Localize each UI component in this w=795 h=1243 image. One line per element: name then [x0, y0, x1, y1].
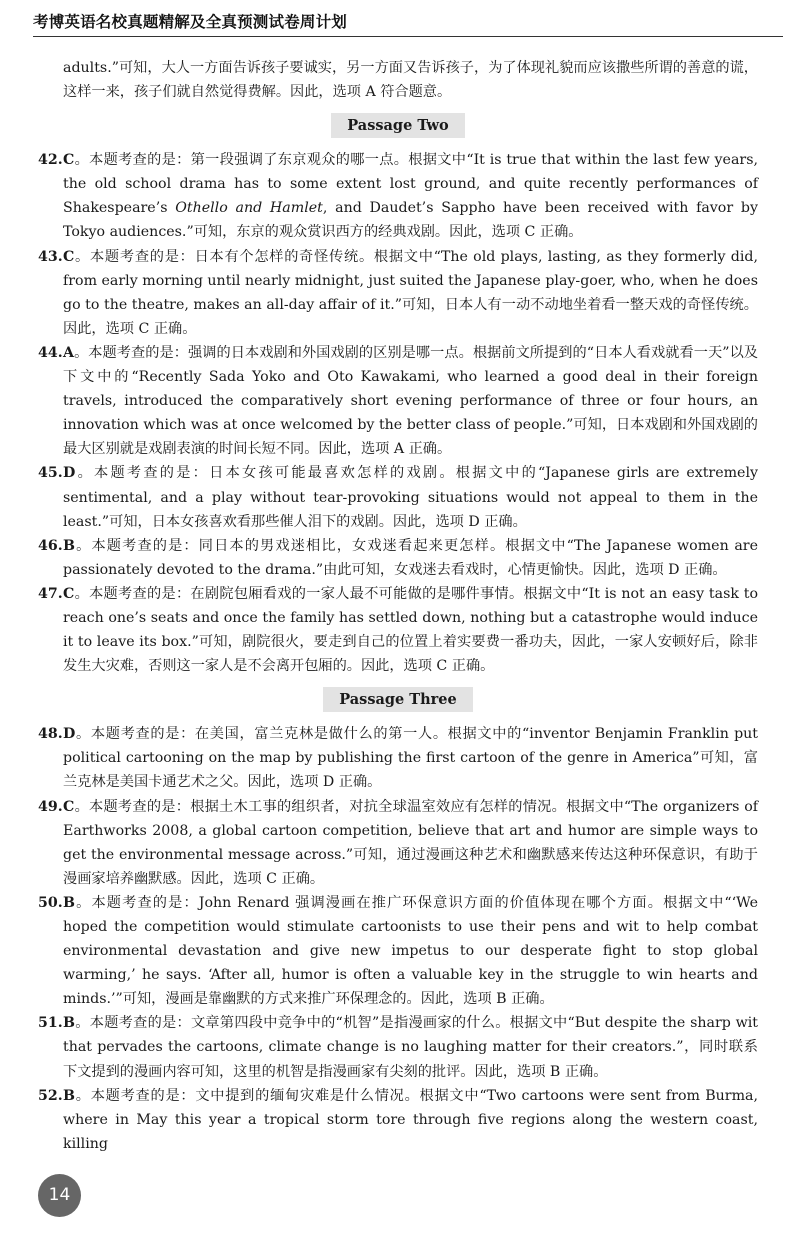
answer-letter: A — [63, 344, 75, 361]
answer-item-49 — [38, 795, 758, 891]
item-number: 48. — [38, 726, 63, 743]
item-number: 43. — [38, 248, 63, 265]
explanation-text: 。本题考查的是：第一段强调了东京观众的哪一点。根据文中“It is true that within the last few years, the old school drama has to some extent lost ground, and quite recently performances of Shakespeare’s — [63, 152, 758, 217]
item-number: 45. — [38, 465, 63, 482]
answer-letter: C — [63, 152, 75, 169]
answer-letter: C — [63, 798, 75, 815]
item-number: 49. — [38, 798, 63, 815]
explanation-text: 。本题考查的是：文中提到的缅甸灾难是什么情况。根据文中“Two cartoons were sent from Burma, where in May this year a tropical storm tore through five regions along the western coast, killing — [63, 1087, 758, 1152]
explanation-text: 。本题考查的是：日本有个怎样的奇怪传统。根据文中“The old plays, lasting, as they formerly did, from early morning until nearly midnight, just suited the Japanese play-goer, who, when he does go to the theatre, makes an all-day affair of it.”可知，日本人有一动不动地坐着看一整天戏的奇怪传统。因此，选项 C 正确。 — [63, 248, 758, 337]
book-title: 考博英语名校真题精解及全真预测试卷周计划 — [33, 13, 348, 31]
answer-item-45 — [38, 461, 758, 533]
answer-item-51 — [38, 1011, 758, 1083]
answer-letter: C — [63, 585, 75, 602]
answer-item-47 — [38, 582, 758, 678]
explanation-text: , and Daudet’s Sappho have been received with favor by Tokyo audiences.”可知，东京的观众赏识西方的经典戏剧。因此，选项 C 正确。 — [63, 200, 758, 241]
item-number: 51. — [38, 1015, 63, 1032]
answer-letter: B — [63, 537, 75, 554]
passage-three-heading: Passage Three — [323, 687, 472, 712]
answer-item-42 — [38, 148, 758, 244]
answer-item-50 — [38, 891, 758, 1011]
item-number: 44. — [38, 344, 63, 361]
answer-letter: D — [63, 465, 76, 482]
header-divider — [33, 36, 783, 37]
item-number: 47. — [38, 585, 63, 602]
answer-item-52 — [38, 1084, 758, 1156]
answer-letter: B — [63, 1087, 75, 1104]
passage-three-heading-wrap — [38, 687, 758, 713]
answer-letter: C — [63, 248, 75, 265]
answer-item-46 — [38, 534, 758, 582]
item-number: 46. — [38, 537, 63, 554]
explanation-text: 。本题考查的是：文章第四段中竞争中的“机智”是指漫画家的什么。根据文中“But despite the sharp wit that pervades the cartoons, climate change is no laughing matter for their creators.”，同时联系下文提到的漫画内容可知，这里的机智是指漫画家有尖刻的批评。因此，选项 B 正确。 — [63, 1015, 758, 1080]
explanation-text: 。本题考查的是：日本女孩可能最喜欢怎样的戏剧。根据文中的“Japanese girls are extremely sentimental, and a play without tear-provoking situations would not appeal to them in the least.”可知，日本女孩喜欢看那些催人泪下的戏剧。因此，选项 D 正确。 — [63, 465, 758, 530]
item-number: 42. — [38, 152, 63, 169]
item-number: 52. — [38, 1087, 63, 1104]
intro-paragraph: adults.”可知，大人一方面告诉孩子要诚实，另一方面又告诉孩子，为了体现礼貌而应该撒些所谓的善意的谎，这样一来，孩子们就自然觉得费解。因此，选项 A 符合题意。 — [63, 60, 758, 101]
answer-item-43 — [38, 245, 758, 341]
italic-title: Othello and Hamlet — [175, 200, 323, 217]
answer-letter: D — [63, 726, 76, 743]
explanation-text: 。本题考查的是：同日本的男戏迷相比，女戏迷看起来更怎样。根据文中“The Japanese women are passionately devoted to the drama.”由此可知，女戏迷去看戏时，心情更愉快。因此，选项 D 正确。 — [63, 537, 758, 578]
answer-letter: B — [63, 1015, 75, 1032]
explanation-text: 。本题考查的是：根据土木工事的组织者，对抗全球温室效应有怎样的情况。根据文中“The organizers of Earthworks 2008, a global cartoon competition, believe that art and humor are simple ways to get the environmental message across.”可知，通过漫画这种艺术和幽默感来传达这种环保意识，有助于漫画家培养幽默感。因此，选项 C 正确。 — [63, 798, 758, 887]
page-content — [38, 56, 758, 1156]
item-number: 50. — [38, 894, 63, 911]
passage-two-heading: Passage Two — [331, 113, 464, 138]
answer-letter: B — [63, 894, 75, 911]
page-number-badge: 14 — [38, 1174, 81, 1217]
answer-item-48 — [38, 722, 758, 794]
answer-item-44 — [38, 341, 758, 461]
page-header — [0, 0, 795, 40]
passage-two-heading-wrap — [38, 113, 758, 139]
explanation-text: 。本题考查的是：在美国，富兰克林是做什么的第一人。根据文中的“inventor Benjamin Franklin put political cartooning on the map by publishing the first cartoon of the genre in America”可知，富兰克林是美国卡通艺术之父。因此，选项 D 正确。 — [63, 726, 758, 791]
explanation-text: 。本题考查的是：在剧院包厢看戏的一家人最不可能做的是哪件事情。根据文中“It is not an easy task to reach one’s seats and once the family has settled down, nothing but a catastrophe would induce it to leave its box.”可知，剧院很火，要走到自己的位置上着实要费一番功夫，因此，一家人安顿好后，除非发生大灾难，否则这一家人是不会离开包厢的。因此，选项 C 正确。 — [63, 585, 758, 675]
explanation-text: 。本题考查的是：John Renard 强调漫画在推广环保意识方面的价值体现在哪个方面。根据文中“‘We hoped the competition would stimulate cartoonists to use their pens and wit to help combat environmental devastation and give new impetus to our desperate fight to stop global warming,’ he says. ‘After all, humor is often a valuable key in the struggle to win hearts and minds.’”可知，漫画是靠幽默的方式来推广环保理念的。因此，选项 B 正确。 — [63, 894, 758, 1008]
explanation-text: 。本题考查的是：强调的日本戏剧和外国戏剧的区别是哪一点。根据前文所提到的“日本人看戏就看一天”以及下文中的“Recently Sada Yoko and Oto Kawakami, who learned a good deal in their foreign travels, introduced the comparatively short evening performance of three or four hours, an innovation which was at once welcomed by the better class of people.”可知，日本戏剧和外国戏剧的最大区别就是戏剧表演的时间长短不同。因此，选项 A 正确。 — [63, 344, 758, 458]
